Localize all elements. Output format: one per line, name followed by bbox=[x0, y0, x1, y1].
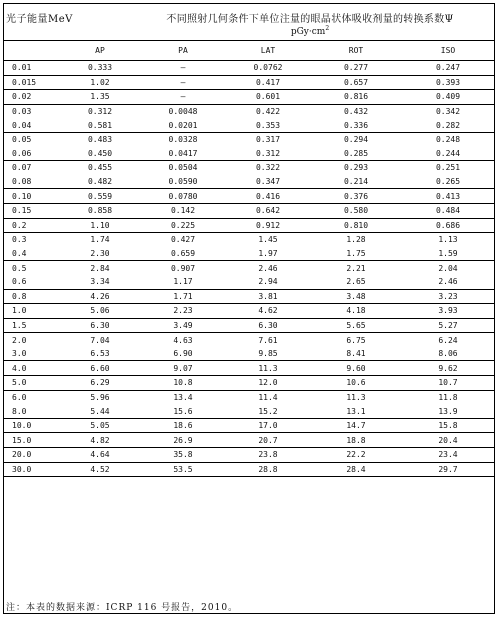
lat-cell: 11.3 bbox=[226, 361, 310, 376]
iso-cell: 0.342 bbox=[402, 104, 494, 118]
table-row bbox=[4, 104, 494, 118]
pa-cell: 10.8 bbox=[140, 376, 226, 391]
ap-cell: 5.96 bbox=[60, 390, 140, 404]
energy-cell: 15.0 bbox=[4, 433, 60, 448]
energy-cell: 0.07 bbox=[4, 161, 60, 175]
ap-cell: 1.02 bbox=[60, 75, 140, 90]
header-cell-rot: ROT bbox=[310, 41, 402, 61]
lat-cell: 0.347 bbox=[255, 177, 281, 187]
lat-cell: 3.81 bbox=[226, 289, 310, 304]
lat-cell: 7.61 bbox=[226, 333, 310, 347]
energy-cell: 20.0 bbox=[4, 448, 60, 463]
table-row bbox=[4, 90, 494, 105]
energy-cell: 3.0 bbox=[12, 349, 27, 359]
lat-cell: 9.85 bbox=[258, 349, 278, 359]
table-row bbox=[4, 333, 494, 347]
iso-cell: 10.7 bbox=[402, 376, 494, 391]
lat-cell: 0.417 bbox=[226, 75, 310, 90]
table-row bbox=[4, 118, 494, 132]
pa-cell: 0.0504 bbox=[140, 161, 226, 175]
ap-cell: 7.04 bbox=[60, 333, 140, 347]
iso-cell: 11.8 bbox=[402, 390, 494, 404]
rot-cell: 1.75 bbox=[346, 249, 366, 259]
lat-cell: 0.422 bbox=[226, 104, 310, 118]
ap-cell: 0.455 bbox=[60, 161, 140, 175]
rot-cell: 2.21 bbox=[310, 261, 402, 275]
pa-cell: 18.6 bbox=[140, 418, 226, 433]
pa-cell: 0.0048 bbox=[140, 104, 226, 118]
ap-cell: 0.483 bbox=[60, 132, 140, 146]
table-row bbox=[4, 462, 494, 477]
lat-cell: 0.322 bbox=[226, 161, 310, 175]
iso-cell: 0.413 bbox=[402, 189, 494, 204]
energy-cell: 0.10 bbox=[4, 189, 60, 204]
iso-cell: 6.24 bbox=[402, 333, 494, 347]
pa-cell: 2.23 bbox=[140, 304, 226, 319]
table-row bbox=[4, 189, 494, 204]
energy-cell: 2.0 bbox=[4, 333, 60, 347]
pa-cell: 1.17 bbox=[173, 277, 193, 287]
pa-cell: 35.8 bbox=[140, 448, 226, 463]
lat-cell: 4.62 bbox=[226, 304, 310, 319]
rot-cell: 6.75 bbox=[310, 333, 402, 347]
ap-cell: 4.64 bbox=[60, 448, 140, 463]
ap-cell: 0.450 bbox=[87, 148, 113, 158]
rot-cell: 0.277 bbox=[310, 61, 402, 76]
table-row bbox=[4, 433, 494, 448]
rot-cell: 0.657 bbox=[310, 75, 402, 90]
iso-cell: 0.248 bbox=[402, 132, 494, 146]
lat-cell: 2.46 bbox=[226, 261, 310, 275]
pa-cell: 0.142 bbox=[140, 203, 226, 218]
energy-cell: 0.5 bbox=[4, 261, 60, 275]
pa-cell: 0.0780 bbox=[140, 189, 226, 204]
pa-cell: 53.5 bbox=[140, 462, 226, 477]
energy-cell: 0.02 bbox=[4, 90, 60, 105]
rot-cell: 22.2 bbox=[310, 448, 402, 463]
pa-cell: 0.0328 bbox=[140, 132, 226, 146]
energy-cell: 0.15 bbox=[4, 203, 60, 218]
pa-cell: 13.4 bbox=[140, 390, 226, 404]
pa-cell: 4.63 bbox=[140, 333, 226, 347]
lat-cell: 15.2 bbox=[258, 406, 278, 416]
iso-cell: 23.4 bbox=[402, 448, 494, 463]
unit-superscript: 2 bbox=[325, 25, 330, 32]
energy-cell: 0.08 bbox=[12, 177, 32, 187]
pa-cell: 0.0417 bbox=[168, 148, 198, 158]
rot-cell: 18.8 bbox=[310, 433, 402, 448]
table-row bbox=[4, 175, 494, 189]
energy-cell: 0.2 bbox=[4, 218, 60, 233]
pa-cell: 0.0201 bbox=[168, 120, 198, 130]
iso-cell: 0.282 bbox=[435, 120, 461, 130]
ap-cell: 0.559 bbox=[60, 189, 140, 204]
ap-cell: 6.60 bbox=[60, 361, 140, 376]
rot-cell: 0.293 bbox=[310, 161, 402, 175]
pa-cell: 3.49 bbox=[140, 318, 226, 333]
rot-cell: 9.60 bbox=[310, 361, 402, 376]
rot-cell: 0.336 bbox=[343, 120, 369, 130]
table-row bbox=[4, 404, 494, 418]
table-row bbox=[4, 304, 494, 319]
rot-cell: 28.4 bbox=[310, 462, 402, 477]
rot-cell: 0.816 bbox=[310, 90, 402, 105]
lat-cell: 0.601 bbox=[226, 90, 310, 105]
table-row bbox=[4, 147, 494, 161]
energy-cell: 0.015 bbox=[4, 75, 60, 90]
rot-cell: 4.18 bbox=[310, 304, 402, 319]
lat-cell: 0.912 bbox=[226, 218, 310, 233]
table-row bbox=[4, 275, 494, 289]
ap-cell: 1.10 bbox=[60, 218, 140, 233]
table-row bbox=[4, 161, 494, 175]
pa-cell: 1.71 bbox=[140, 289, 226, 304]
iso-cell: 2.46 bbox=[438, 277, 458, 287]
lat-cell: 0.0762 bbox=[226, 61, 310, 76]
rot-cell: 0.376 bbox=[310, 189, 402, 204]
pa-cell: — bbox=[140, 90, 226, 105]
first-column-title: 光子能量MeV bbox=[6, 14, 73, 25]
pa-cell: 9.07 bbox=[140, 361, 226, 376]
table-row bbox=[4, 289, 494, 304]
table-row bbox=[4, 233, 494, 247]
lat-cell: 12.0 bbox=[226, 376, 310, 391]
ap-cell: 6.53 bbox=[90, 349, 110, 359]
lat-cell: 2.94 bbox=[258, 277, 278, 287]
rot-cell: 0.294 bbox=[310, 132, 402, 146]
table-row bbox=[4, 390, 494, 404]
rot-cell: 11.3 bbox=[310, 390, 402, 404]
iso-cell: 1.59 bbox=[438, 249, 458, 259]
energy-cell: 0.6 bbox=[12, 277, 27, 287]
ap-cell: 5.05 bbox=[60, 418, 140, 433]
energy-cell: 0.8 bbox=[4, 289, 60, 304]
rot-cell: 13.1 bbox=[346, 406, 366, 416]
table-row bbox=[4, 261, 494, 275]
ap-cell: 0.581 bbox=[87, 120, 113, 130]
ap-cell: 0.312 bbox=[60, 104, 140, 118]
ap-cell: 5.44 bbox=[90, 406, 110, 416]
energy-cell: 4.0 bbox=[4, 361, 60, 376]
iso-cell: 15.8 bbox=[402, 418, 494, 433]
table-body bbox=[4, 61, 494, 477]
iso-cell: 0.409 bbox=[402, 90, 494, 105]
energy-cell: 0.04 bbox=[12, 120, 32, 130]
lat-cell: 0.312 bbox=[255, 148, 281, 158]
ap-cell: 0.482 bbox=[87, 177, 113, 187]
iso-cell: 2.04 bbox=[402, 261, 494, 275]
rot-cell: 14.7 bbox=[310, 418, 402, 433]
ap-cell: 4.82 bbox=[60, 433, 140, 448]
lat-cell: 0.317 bbox=[226, 132, 310, 146]
iso-cell: 20.4 bbox=[402, 433, 494, 448]
table-row bbox=[4, 132, 494, 146]
pa-cell: 6.90 bbox=[173, 349, 193, 359]
header-cell-lat: LAT bbox=[226, 41, 310, 61]
energy-cell: 30.0 bbox=[4, 462, 60, 477]
ap-cell: 6.30 bbox=[60, 318, 140, 333]
iso-cell: 0.244 bbox=[435, 148, 461, 158]
unit-label bbox=[140, 25, 480, 37]
header-cell-iso: ISO bbox=[402, 41, 494, 61]
energy-cell: 0.01 bbox=[4, 61, 60, 76]
energy-cell: 0.05 bbox=[4, 132, 60, 146]
energy-cell: 0.03 bbox=[4, 104, 60, 118]
iso-cell: 0.251 bbox=[402, 161, 494, 175]
lat-cell: 28.8 bbox=[226, 462, 310, 477]
table-row bbox=[4, 448, 494, 463]
pa-cell: 0.225 bbox=[140, 218, 226, 233]
iso-cell: 3.23 bbox=[402, 289, 494, 304]
energy-cell: 0.3 bbox=[4, 233, 60, 247]
ap-cell: 0.858 bbox=[60, 203, 140, 218]
table-row bbox=[4, 247, 494, 261]
table-row bbox=[4, 347, 494, 361]
energy-cell: 8.0 bbox=[12, 406, 27, 416]
rot-cell: 8.41 bbox=[346, 349, 366, 359]
iso-cell: 0.247 bbox=[402, 61, 494, 76]
rot-cell: 2.65 bbox=[346, 277, 366, 287]
rot-cell: 0.580 bbox=[310, 203, 402, 218]
iso-cell: 0.265 bbox=[435, 177, 461, 187]
rot-cell: 5.65 bbox=[310, 318, 402, 333]
energy-cell: 6.0 bbox=[4, 390, 60, 404]
ap-cell: 3.34 bbox=[90, 277, 110, 287]
pa-cell: 0.427 bbox=[140, 233, 226, 247]
header-row bbox=[4, 41, 494, 61]
iso-cell: 29.7 bbox=[402, 462, 494, 477]
lat-cell: 0.353 bbox=[255, 120, 281, 130]
iso-cell: 8.06 bbox=[438, 349, 458, 359]
iso-cell: 5.27 bbox=[402, 318, 494, 333]
iso-cell: 3.93 bbox=[402, 304, 494, 319]
unit-text: pGy·cm bbox=[290, 27, 326, 37]
table-title: 不同照射几何条件下单位注量的眼晶状体吸收剂量的转换系数Ψ bbox=[166, 14, 454, 25]
lat-cell: 1.45 bbox=[226, 233, 310, 247]
ap-cell: 6.29 bbox=[60, 376, 140, 391]
header-cell-pa: PA bbox=[140, 41, 226, 61]
lat-cell: 17.0 bbox=[226, 418, 310, 433]
ap-cell: 1.74 bbox=[60, 233, 140, 247]
table-row bbox=[4, 203, 494, 218]
ap-cell: 2.84 bbox=[60, 261, 140, 275]
energy-cell: 10.0 bbox=[4, 418, 60, 433]
table-row bbox=[4, 75, 494, 90]
ap-cell: 0.333 bbox=[60, 61, 140, 76]
iso-cell: 0.686 bbox=[402, 218, 494, 233]
ap-cell: 5.06 bbox=[60, 304, 140, 319]
ap-cell: 1.35 bbox=[60, 90, 140, 105]
iso-cell: 0.393 bbox=[402, 75, 494, 90]
rot-cell: 0.810 bbox=[310, 218, 402, 233]
table-row bbox=[4, 361, 494, 376]
table-row bbox=[4, 218, 494, 233]
pa-cell: 0.0590 bbox=[168, 177, 198, 187]
lat-cell: 1.97 bbox=[258, 249, 278, 259]
iso-cell: 13.9 bbox=[438, 406, 458, 416]
table-row bbox=[4, 376, 494, 391]
lat-cell: 0.642 bbox=[226, 203, 310, 218]
energy-cell: 1.0 bbox=[4, 304, 60, 319]
pa-cell: 0.659 bbox=[170, 249, 196, 259]
table-row bbox=[4, 418, 494, 433]
lat-cell: 23.8 bbox=[226, 448, 310, 463]
lat-cell: 6.30 bbox=[226, 318, 310, 333]
iso-cell: 9.62 bbox=[402, 361, 494, 376]
pa-cell: 15.6 bbox=[173, 406, 193, 416]
table-row bbox=[4, 318, 494, 333]
ap-cell: 2.30 bbox=[90, 249, 110, 259]
pa-cell: — bbox=[140, 75, 226, 90]
rot-cell: 0.214 bbox=[343, 177, 369, 187]
lat-cell: 20.7 bbox=[226, 433, 310, 448]
lat-cell: 11.4 bbox=[226, 390, 310, 404]
rot-cell: 0.285 bbox=[343, 148, 369, 158]
ap-cell: 4.26 bbox=[60, 289, 140, 304]
rot-cell: 0.432 bbox=[310, 104, 402, 118]
energy-cell: 1.5 bbox=[4, 318, 60, 333]
rot-cell: 1.28 bbox=[310, 233, 402, 247]
source-note: 注：本表的数据来源：ICRP 116 号报告，2010。 bbox=[6, 603, 239, 613]
pa-cell: — bbox=[140, 61, 226, 76]
iso-cell: 0.484 bbox=[402, 203, 494, 218]
pa-cell: 26.9 bbox=[140, 433, 226, 448]
header-cell-energy bbox=[4, 41, 60, 61]
header-cell-ap: AP bbox=[60, 41, 140, 61]
rot-cell: 10.6 bbox=[310, 376, 402, 391]
energy-cell: 0.4 bbox=[12, 249, 27, 259]
table-row bbox=[4, 61, 494, 76]
energy-cell: 0.06 bbox=[12, 148, 32, 158]
pa-cell: 0.907 bbox=[140, 261, 226, 275]
lat-cell: 0.416 bbox=[226, 189, 310, 204]
energy-cell: 5.0 bbox=[4, 376, 60, 391]
conversion-table bbox=[4, 40, 494, 477]
rot-cell: 3.48 bbox=[310, 289, 402, 304]
ap-cell: 4.52 bbox=[60, 462, 140, 477]
iso-cell: 1.13 bbox=[402, 233, 494, 247]
